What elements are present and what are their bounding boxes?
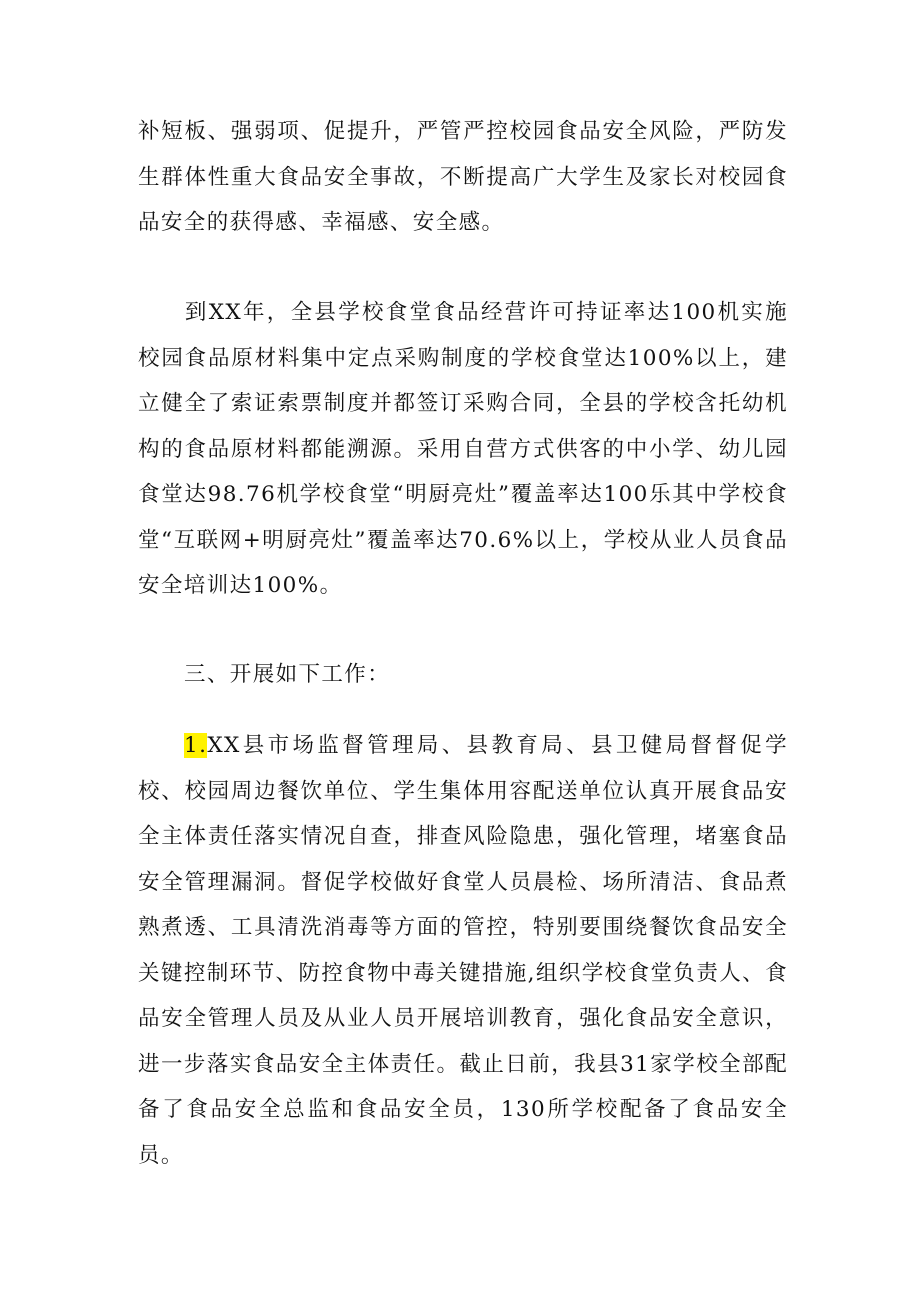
- paragraph-continuation: 补短板、强弱项、促提升，严管严控校园食品安全风险，严防发生群体性重大食品安全事故，不断提高广大学生及家长对校园食品安全的获得感、幸福感、安全感。: [138, 119, 788, 235]
- section-heading-text: 三、开展如下工作：: [184, 662, 391, 687]
- list-item-1: [138, 723, 788, 1178]
- paragraph-statistics: [138, 290, 788, 609]
- list-item-1-text: XX县市场监督管理局、县教育局、县卫健局督督促学校、校园周边餐饮单位、学生集体用容配送单位认真开展食品安全主体责任落实情况自查，排查风险隐患，强化管理，堵塞食品安全管理漏洞。督促学校做好食堂人员晨检、场所清洁、食品煮熟煮透、工具清洗消毒等方面的管控，特别要围绕餐饮食品安全关键控制环节、防控食物中毒关键措施,组织学校食堂负责人、食品安全管理人员及从业人员开展培训教育，强化食品安全意识，进一步落实食品安全主体责任。截止日前，我县31家学校全部配备了食品安全总监和食品安全员，130所学校配备了食品安全员。: [138, 733, 788, 1168]
- section-heading: [138, 652, 788, 698]
- paragraph-statistics-text: 到XX年，全县学校食堂食品经营许可持证率达100机实施校园食品原材料集中定点采购制度的学校食堂达100%以上，建立健全了索证索票制度并都签订采购合同，全县的学校含托幼机构的食品原材料都能溯源。采用自营方式供客的中小学、幼儿园食堂达98.76机学校食堂“明厨亮灶”覆盖率达100乐其中学校食堂“互联网+明厨亮灶”覆盖率达70.6%以上，学校从业人员食品安全培训达100%。: [138, 300, 788, 598]
- item-number-highlight: 1.: [184, 733, 208, 758]
